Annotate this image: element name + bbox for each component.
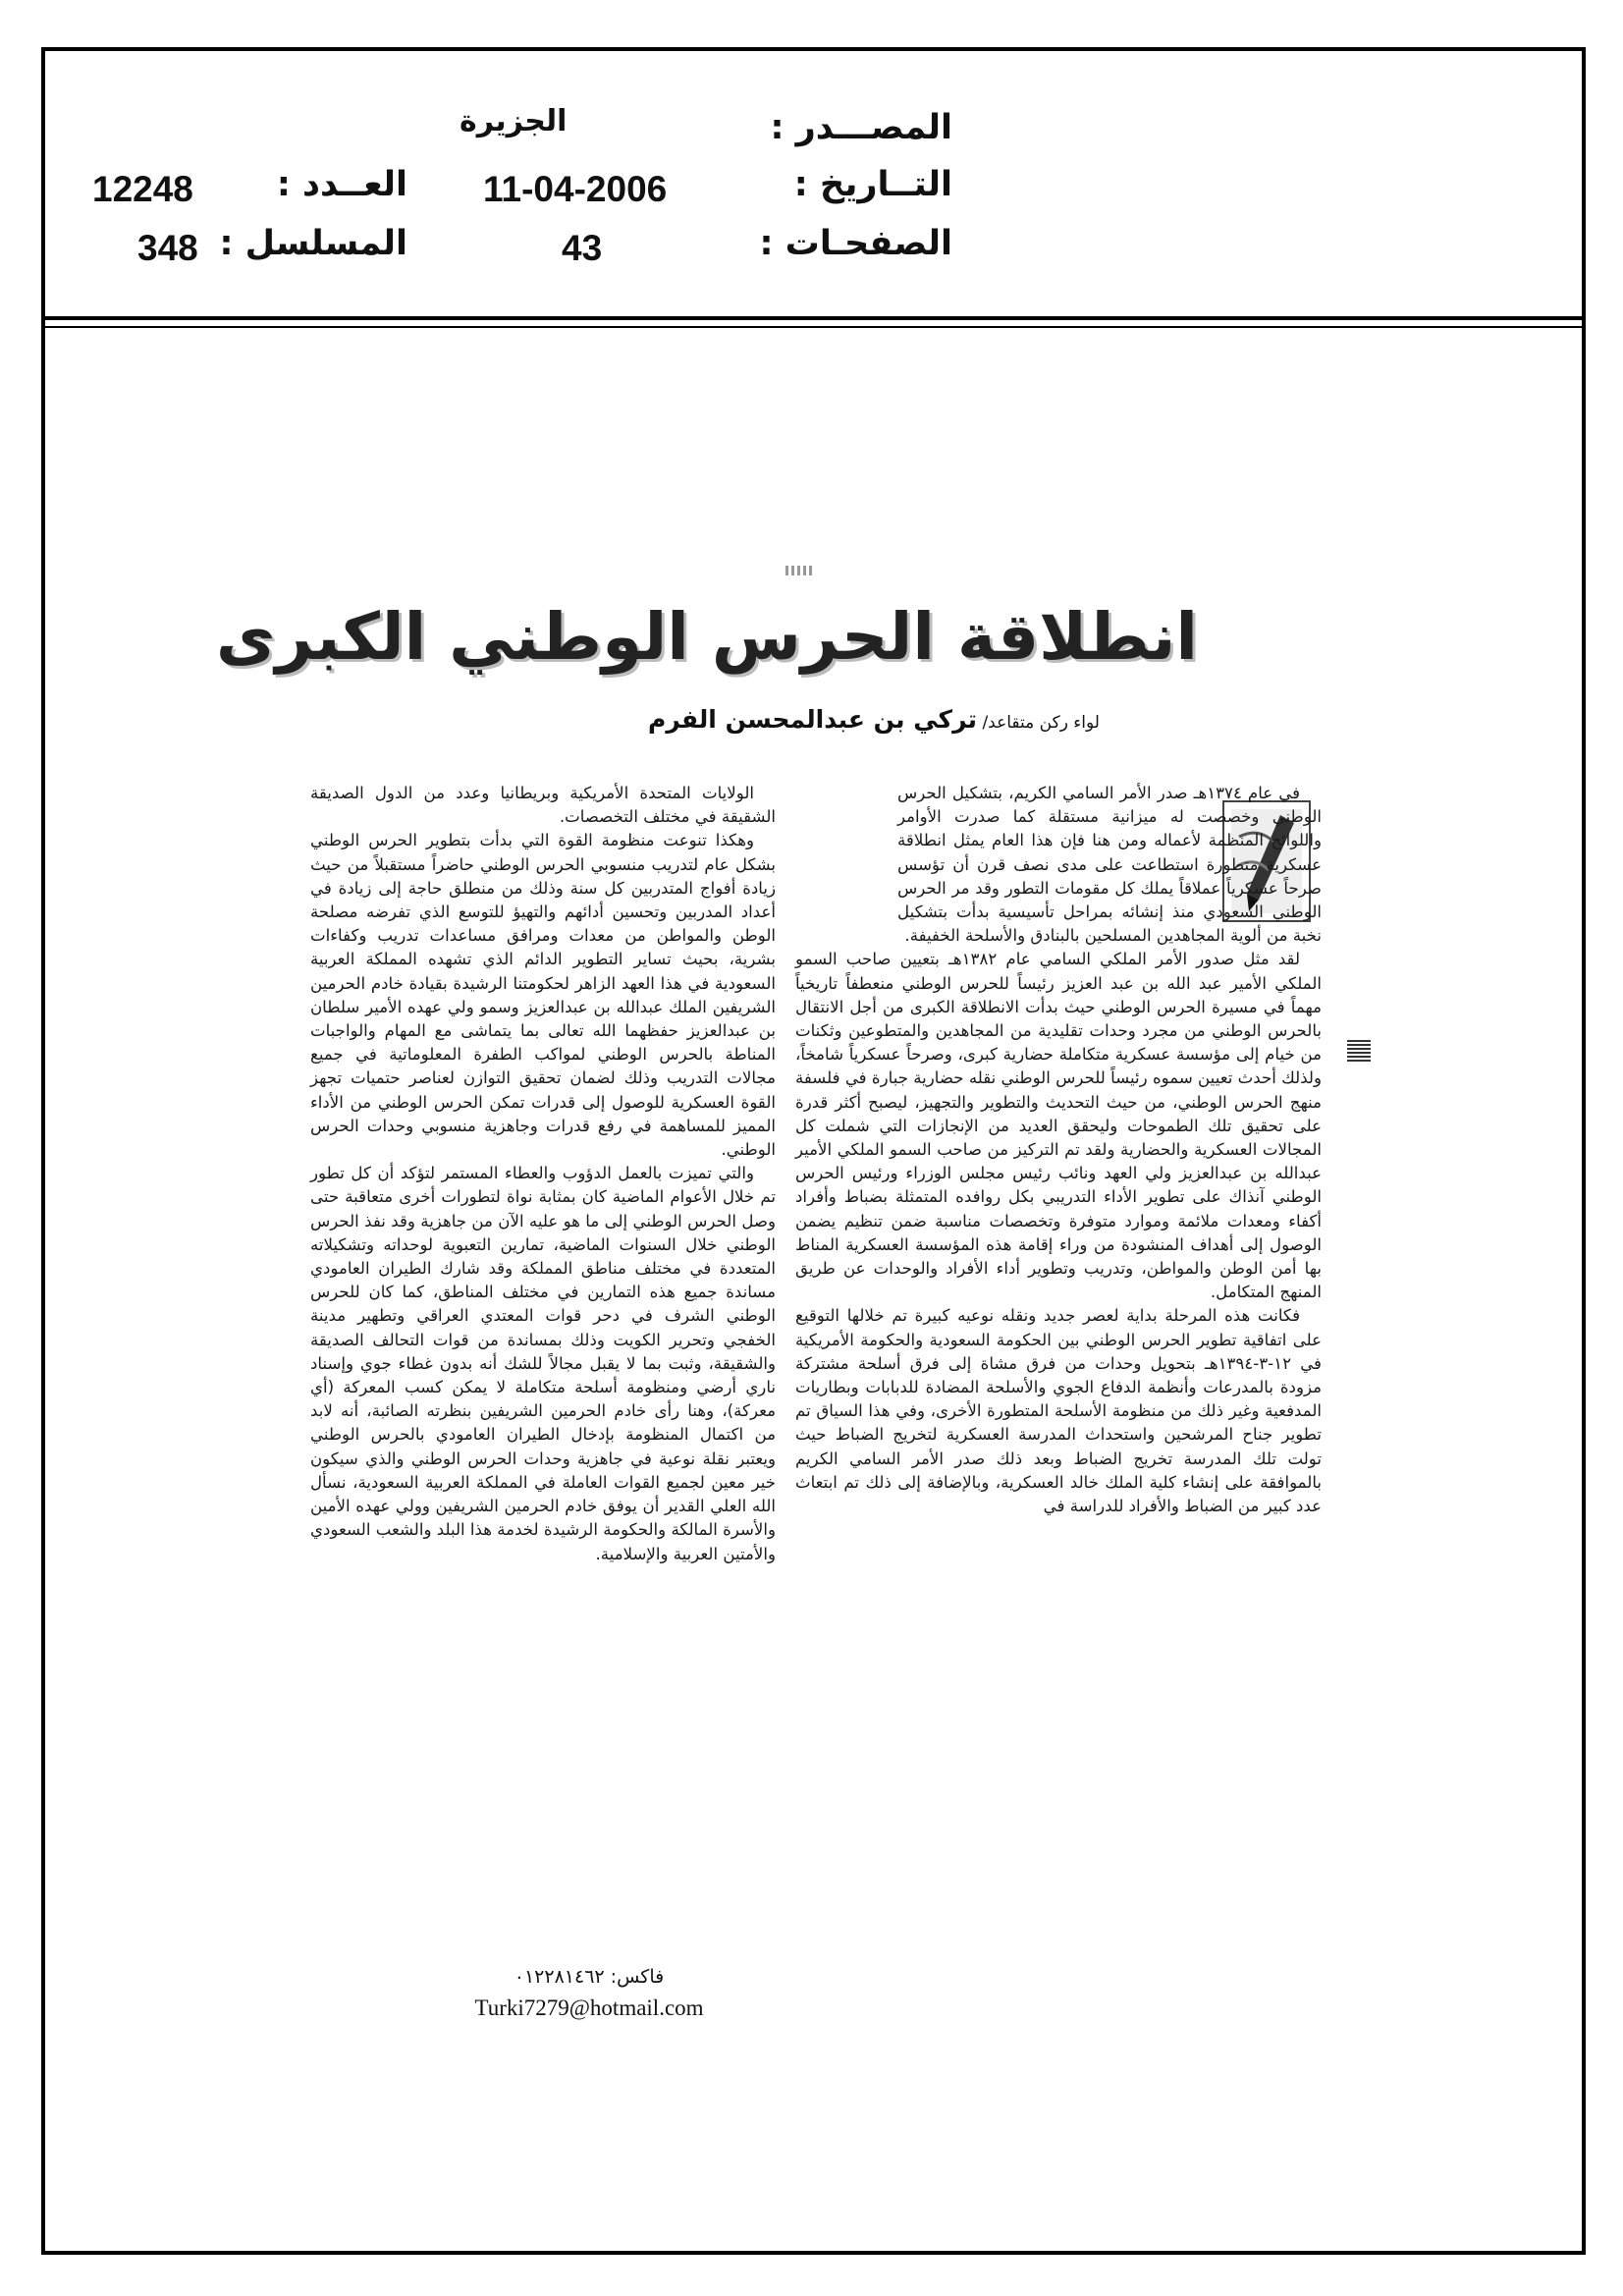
byline-name: تركي بن عبدالمحسن الفرم [648, 705, 978, 734]
source-value: الجزيرة [460, 104, 568, 138]
serial-label: المسلسل : [219, 224, 407, 263]
pages-value: 43 [562, 228, 603, 268]
paragraph: لقد مثل صدور الأمر الملكي السامي عام ١٣٨٢هـ بتعيين صاحب السمو الملكي الأمير عبد الله بن عبد العزيز رئيساً للحرس الوطني منعطفاً تاريخياً مهماً في مسيرة الحرس الوطني حيث بدأت الانطلاقة الكبرى من أجل الانتقال بالحرس الوطني من مجرد وحدات تقليدية من المجاهدين والمتطوعين وثكنات من خيام إلى مؤسسة عسكرية متكاملة حضارية كبرى، وصرحاً عسكرياً شامخاً، ولذلك أحدث تعيين سموه رئيساً للحرس الوطني نقله حضارية جبارة في فلسفة منهج الحرس الوطني، من حيث التحديث والتطوير والتجهيز، ليصبح أكثر قدرة على تحقيق تلك الطموحات وليحقق العديد من الإنجازات التي شملت كل المجالات العسكرية والحضارية ولقد تم التركيز من صاحب السمو الملكي الأمير عبدالله بن عبدالعزيز ولي العهد ونائب رئيس مجلس الوزراء ورئيس الحرس الوطني آنذاك على تطوير الأداء التدريبي بكل روافده المتمثلة بضباط وأفراد أكفاء ومعدات ملائمة وموارد متوفرة وتخصصات مناسبة ضمن تنظيم يضمن الوصول إلى أهداف المنشودة من وراء إقامة هذه المؤسسة العسكرية المناط بها أمن الوطن والمواطن، وتدريب وتطوير أداء الأفراد والوحدات عن طريق المنهج المتكامل. [795, 950, 1322, 1302]
article-column-left [310, 782, 776, 1566]
paragraph: فكانت هذه المرحلة بداية لعصر جديد ونقله نوعيه كبيرة تم خلالها التوقيع على اتفاقية تطوير الحرس الوطني بين الحكومة السعودية والحكومة الأمريكية في ١٢-٣-١٣٩٤هـ بتحويل وحدات من فرق مشاة إلى فرق أسلحة مشتركة مزودة بالمدرعات وأنظمة الدفاع الجوي والأسلحة المضادة للدبابات وبطاريات المدفعية وغير ذلك من منظومة الأسلحة المتطورة الأخرى، وفي هذا السياق تم تطوير جناح المرشحين واستحداث المدرسة العسكرية لتخريج الضباط حيث تولت تلك المدرسة تخريج الضباط وبعد ذلك صدر الأمر السامي الكريم بالموافقة على إنشاء كلية الملك خالد العسكرية، وبالإضافة إلى ذلك تم ابتعاث عدد كبير من الضباط والأفراد للدراسة في [795, 1306, 1322, 1516]
article-byline [579, 705, 1100, 734]
byline-rank: لواء ركن متقاعد/ [977, 713, 1100, 733]
pages-label: الصفحـات : [759, 224, 952, 263]
paragraph: وهكذا تنوعت منظومة القوة التي بدأت بتطوير الحرس الوطني بشكل عام لتدريب منسوبي الحرس الوطني حاضراً مستقبلاً من حيث زيادة أفواج المتدربين كل سنة وذلك من منطلق حاجة إلى زيادة في أعداد المدربين وتحسين أدائهم والتهيؤ للتوسع الذي تفرضه مصلحة الوطن والمواطن من معدات ومرافق مساعدات تدريب وكفاءات بشرية، بحيث تساير التطوير الدائم الذي تشهده المملكة العربية السعودية في هذا العهد الزاهر لحكومتنا الرشيدة بقيادة خادم الحرمين الشريفين الملك عبدالله بن عبدالعزيز وسمو ولي عهده الأمير سلطان بن عبدالعزيز حفظهما الله تعالى بما يتماشى مع المهام والواجبات المناطة بالحرس الوطني لمواكب الطفرة المعلوماتية في جميع مجالات التدريب وذلك لضمان تحقيق التوازن لعناصر حتميات تجهز القوة العسكرية للوصول إلى قدرات تمكن الحرس الوطني من الأداء المميز للمساهمة في رفع قدرات وجاهزية منسوبي وحدات الحرس الوطني. [310, 831, 776, 1160]
author-fax: فاكس: ٠١٢٢٨١٤٦٢ [514, 1966, 665, 1988]
paragraph: في عام ١٣٧٤هـ صدر الأمر السامي الكريم، بتشكيل الحرس الوطني وخصصت له ميزانية مستقلة كما صدرت الأوامر واللوائح المنظمة لأعماله ومن هنا فإن هذا العام يمثل انطلاقة عسكرية متطورة استطاعت على مدى نصف قرن أن تؤسس صرحاً عسكرياً عملاقاً يملك كل مقومات التطور وقد مر الحرس الوطني السعودي منذ إنشائه بمراحل تأسيسية بدأت بتشكيل نخبة من ألوية المجاهدين المسلحين بالبنادق والأسلحة الخفيفة. [897, 784, 1322, 946]
date-label: التــاريخ : [793, 165, 952, 204]
issue-value: 12248 [92, 169, 193, 209]
margin-mark [1347, 1038, 1371, 1062]
paragraph: والتي تميزت بالعمل الدؤوب والعطاء المستمر لتؤكد أن كل تطور تم خلال الأعوام الماضية كان بمثابة نواة لتطورات أخرى متعاقبة حتى وصل الحرس الوطني إلى ما هو عليه الآن من جاهزية وقد نفذ الحرس الوطني خلال السنوات الماضية، تمارين التعبوية لوحداته وتشكيلاته المتعددة في مختلف مناطق المملكة وقد شارك الطيران العامودي مساندة جميع هذه التمارين في مختلف المناطق، كما كان للحرس الوطني الشرف في دحر قوات المعتدي العراقي وتطهير مدينة الخفجي وتحرير الكويت وذلك بمساندة من قوات التحالف الصديقة والشقيقة، وثبت بما لا يقبل مجالاً للشك أنه بدون غطاء جوي وإسناد ناري أرضي ومنظومة أسلحة متكاملة لا يمكن كسب المعركة (أي معركة)، وهنا رأى خادم الحرمين الشريفين بنظرته الصائبة، أنه لابد من اكتمال المنظومة بإدخال الطيران العامودي بالحرس الوطني ويعتبر نقلة نوعية في جاهزية وحدات الحرس الوطني والذي سيكون خير معين لجميع القوات العاملة في المملكة العربية السعودية، نسأل الله العلي القدير أن يوفق خادم الحرمين الشريفين وولي عهده الأمين والأسرة المالكة والحكومة الرشيدة لخدمة هذا البلد والشعب السعودي والأمتين العربية والإسلامية. [310, 1164, 776, 1563]
date-value: 11-04-2006 [483, 169, 668, 209]
article-column-right [795, 782, 1322, 1518]
source-label: المصـــدر : [770, 108, 952, 147]
article-headline: انطلاقة الحرس الوطني الكبرى [215, 599, 1198, 675]
issue-label: العــدد : [276, 165, 407, 204]
paragraph: الولايات المتحدة الأمريكية وبريطانيا وعدد من الدول الصديقة الشقيقة في مختلف التخصصات. [310, 784, 776, 827]
kicker-ornament [785, 566, 815, 575]
header-divider-thin [41, 326, 1586, 328]
serial-value: 348 [137, 228, 198, 268]
author-email[interactable]: Turki7279@hotmail.com [474, 1995, 704, 2020]
header-divider [41, 316, 1586, 320]
